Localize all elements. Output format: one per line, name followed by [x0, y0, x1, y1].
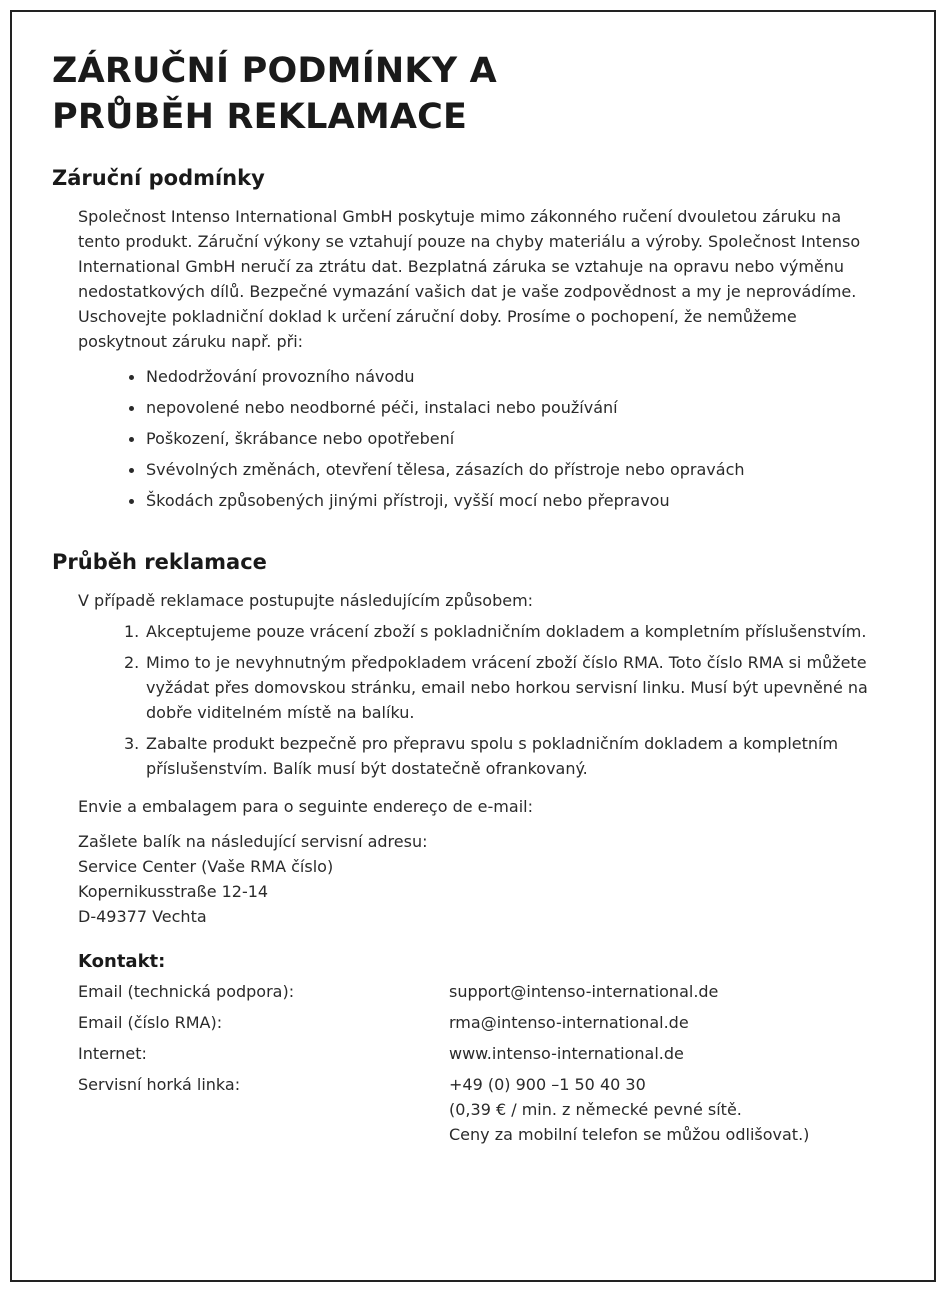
warranty-paragraph: Společnost Intenso International GmbH poskytuje mimo zákonného ručení dvouletou záruku na tento produkt. Záruční výkony se vztahují pouze na chyby materiálu a výroby. Společnost Intenso International GmbH neručí za ztrátu dat. Bezplatná záruka se vztahuje na opravu nebo výměnu nedostatkových dílů. Bezpečné vymazání vašich dat je vaše zodpovědnost a my je neprovádíme. Uschovejte pokladniční doklad k určení záruční doby. Prosíme o pochopení, že nemůžeme poskytnout záruku např. při: — [78, 207, 861, 351]
step-number: 2. — [124, 653, 140, 672]
complaint-intro-block — [78, 588, 882, 613]
address-line: Kopernikusstraße 12-14 — [78, 882, 269, 901]
website-link[interactable]: www.intenso-international.de — [449, 1044, 684, 1063]
warranty-section — [78, 204, 882, 354]
list-item: Škodách způsobených jinými přístroji, vyšší mocí nebo přepravou — [124, 485, 882, 516]
page-title-line-2: PRŮBĚH REKLAMACE — [52, 97, 468, 137]
complaint-heading: Průběh reklamace — [52, 550, 267, 574]
contact-label: Servisní horká linka: — [78, 1075, 241, 1094]
shipping-info — [78, 794, 882, 1147]
service-address — [78, 829, 882, 929]
step-text: Zabalte produkt bezpečně pro přepravu spolu s pokladničním dokladem a kompletním příslušenstvím. Balík musí být dostatečně ofrankovaný. — [146, 734, 839, 778]
page-title — [52, 48, 882, 140]
step-number: 1. — [124, 622, 140, 641]
list-item — [124, 731, 882, 781]
document-content — [52, 48, 882, 1153]
hotline-price-note: (0,39 € / min. z německé pevné sítě. — [449, 1100, 742, 1119]
address-line: Service Center (Vaše RMA číslo) — [78, 857, 334, 876]
contact-label: Internet: — [78, 1044, 147, 1063]
contact-heading: Kontakt: — [78, 951, 166, 972]
list-item: Nedodržování provozního návodu — [124, 361, 882, 392]
page-title-line-1: ZÁRUČNÍ PODMÍNKY A — [52, 51, 497, 91]
contact-label: Email (číslo RMA): — [78, 1013, 223, 1032]
contact-label: Email (technická podpora): — [78, 982, 295, 1001]
contact-section — [78, 949, 882, 1147]
complaint-steps-list — [124, 619, 882, 781]
contact-row — [78, 1072, 882, 1147]
list-item — [124, 619, 882, 644]
contact-row — [78, 1041, 882, 1066]
rma-email-link[interactable]: rma@intenso-international.de — [449, 1013, 689, 1032]
hotline-number: +49 (0) 900 –1 50 40 30 — [449, 1075, 646, 1094]
list-item: Poškození, škrábance nebo opotřebení — [124, 423, 882, 454]
address-line: Zašlete balík na následující servisní adresu: — [78, 832, 428, 851]
contact-row — [78, 979, 882, 1004]
warranty-exclusions-list — [124, 361, 882, 516]
hotline-info — [449, 1072, 882, 1147]
warranty-heading: Záruční podmínky — [52, 166, 265, 190]
step-text: Mimo to je nevyhnutným předpokladem vrácení zboží číslo RMA. Toto číslo RMA si můžete vyžádat přes domovskou stránku, email nebo horkou servisní linku. Musí být upevněné na dobře viditelném místě na balíku. — [146, 653, 868, 722]
address-line: D-49377 Vechta — [78, 907, 207, 926]
list-item: nepovolené nebo neodborné péči, instalaci nebo používání — [124, 392, 882, 423]
support-email-link[interactable]: support@intenso-international.de — [449, 982, 719, 1001]
contact-row — [78, 1010, 882, 1035]
step-text: Akceptujeme pouze vrácení zboží s pokladničním dokladem a kompletním příslušenstvím. — [146, 622, 867, 641]
list-item — [124, 650, 882, 725]
complaint-intro: V případě reklamace postupujte následujícím způsobem: — [78, 591, 534, 610]
list-item: Svévolných změnách, otevření tělesa, zásazích do přístroje nebo opravách — [124, 454, 882, 485]
email-note: Envie a embalagem para o seguinte endereço de e-mail: — [78, 797, 533, 816]
hotline-mobile-note: Ceny za mobilní telefon se můžou odlišovat.) — [449, 1125, 810, 1144]
step-number: 3. — [124, 734, 140, 753]
